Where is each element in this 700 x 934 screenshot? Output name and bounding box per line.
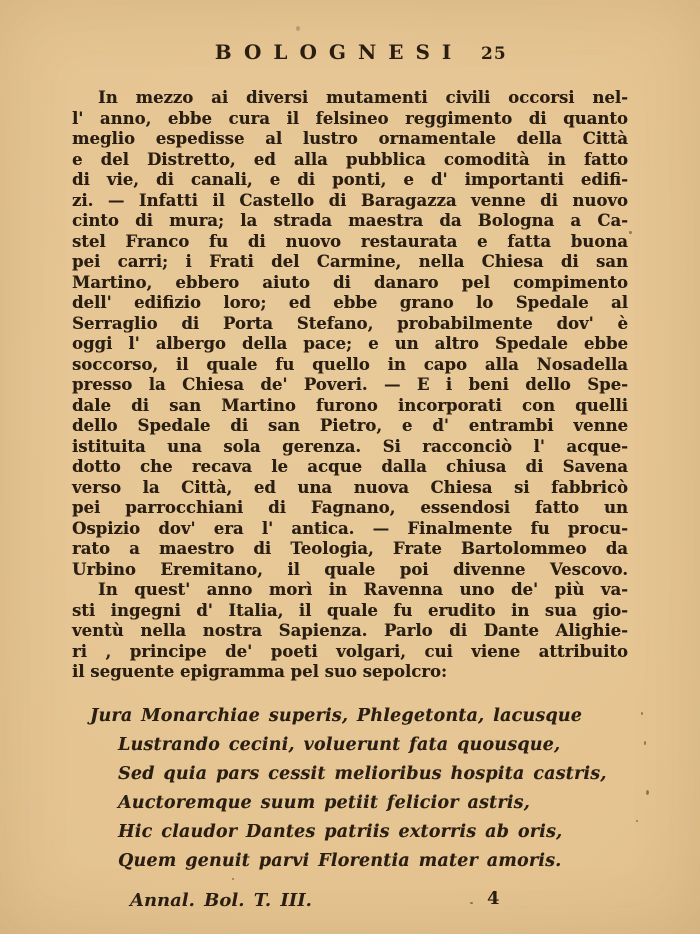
ink-speck (470, 902, 473, 904)
body-text (72, 88, 628, 683)
paragraph-1 (72, 88, 628, 580)
epigram-line: Hic claudor Dantes patriis extorris ab oris, (118, 822, 563, 842)
text-line: zi. — Infatti il Castello di Baragazza venne di nuovo (72, 190, 628, 210)
text-line: In quest' anno morì in Ravenna uno de' più va- (98, 580, 628, 599)
text-line: dello Spedale di san Pietro, e d' entrambi venne (72, 416, 628, 435)
text-line: Urbino Eremitano, il quale poi divenne Vescovo. (72, 559, 628, 579)
text-line: dell' edifizio loro; ed ebbe grano lo Spedale al (72, 293, 628, 312)
page-number: 25 (481, 44, 507, 64)
text-line: Serraglio di Porta Stefano, probabilmente dov' è (72, 313, 628, 333)
epigram-line: Quem genuit parvi Florentia mater amoris. (118, 851, 562, 871)
text-line: soccorso, il quale fu quello in capo alla Nosadella (72, 354, 628, 374)
epigram-line: Jura Monarchiae superis, Phlegetonta, lacusque (90, 706, 583, 726)
ink-speck (296, 26, 300, 31)
text-line: ventù nella nostra Sapienza. Parlo di Dante Alighie- (72, 621, 628, 640)
ink-speck (629, 231, 632, 234)
ink-speck (232, 878, 234, 880)
epigram-line: Auctoremque suum petiit felicior astris, (118, 793, 530, 813)
text-line: In mezzo ai diversi mutamenti civili occorsi nel- (98, 88, 628, 107)
text-line: ri , principe de' poeti volgari, cui viene attribuito (72, 641, 628, 661)
text-line: sti ingegni d' Italia, il quale fu erudito in sua gio- (72, 600, 628, 620)
text-line: di vie, di canali, e di ponti, e d' importanti edifi- (72, 170, 628, 189)
text-line: meglio espedisse al lustro ornamentale della Città (72, 129, 628, 148)
epigram-line: Sed quia pars cessit melioribus hospita castris, (118, 764, 607, 784)
text-line: dale di san Martino furono incorporati con quelli (72, 395, 628, 415)
text-line: pei parrocchiani di Fagnano, essendosi fatto un (72, 498, 628, 517)
text-line: e del Distretto, ed alla pubblica comodità in fatto (72, 149, 628, 169)
text-line: Martino, ebbero aiuto di danaro pel compimento (72, 272, 628, 292)
text-line: dotto che recava le acque dalla chiusa di Savena (72, 457, 628, 476)
text-line: presso la Chiesa de' Poveri. — E i beni dello Spe- (72, 375, 628, 394)
latin-epigram (90, 702, 607, 876)
paragraph-2 (72, 580, 628, 683)
footer-signature: Annal. Bol. T. III. (130, 890, 312, 911)
text-line: rato a maestro di Teologia, Frate Bartolommeo da (72, 539, 628, 558)
text-line: cinto di mura; la strada maestra da Bologna a Ca- (72, 211, 628, 230)
text-line: pei carri; i Frati del Carmine, nella Chiesa di san (72, 252, 628, 271)
running-head-title: BOLOGNESI (214, 40, 464, 64)
text-line: stel Franco fu di nuovo restaurata e fatta buona (72, 231, 628, 251)
text-line: verso la Città, ed una nuova Chiesa si fabbricò (72, 477, 628, 497)
text-line: istituita una sola gerenza. Si racconciò l' acque- (72, 436, 628, 456)
ink-speck (644, 741, 646, 745)
text-line: il seguente epigramma pel suo sepolcro: (72, 662, 448, 681)
ink-speck (646, 790, 649, 795)
text-line: Ospizio dov' era l' antica. — Finalmente fu procu- (72, 518, 628, 538)
text-line: oggi l' albergo della pace; e un altro Spedale ebbe (72, 334, 628, 353)
ink-speck (636, 820, 638, 822)
epigram-line: Lustrando cecini, voluerunt fata quousque, (118, 735, 561, 755)
sheet-number: 4 (487, 888, 500, 909)
text-line: l' anno, ebbe cura il felsineo reggimento di quanto (72, 108, 628, 128)
footer (0, 890, 700, 916)
ink-speck (641, 712, 643, 715)
